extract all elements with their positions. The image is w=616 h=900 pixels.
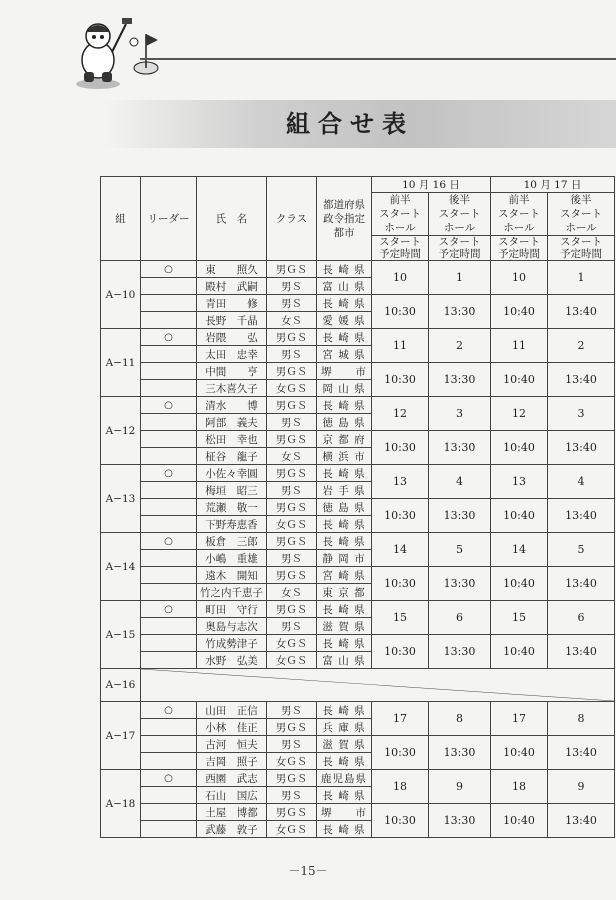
player-name-cell — [197, 278, 267, 295]
start-time: 10:30 — [372, 804, 429, 838]
start-hole: 10 — [491, 261, 548, 295]
label-start: スタート — [438, 208, 481, 220]
header-prefecture-line1: 都道府県 — [323, 198, 365, 211]
player-class: 女Ｓ — [267, 312, 317, 329]
player-name-cell — [197, 567, 267, 584]
player-prefecture: 長 崎 県 — [317, 787, 372, 804]
table-row — [101, 295, 615, 312]
label-second-half: 後半 — [449, 194, 470, 206]
player-name-cell — [197, 346, 267, 363]
player-class: 女ＧＳ — [267, 635, 317, 652]
player-name: 竹之内千恵子 — [200, 586, 263, 599]
player-prefecture: 鹿児島県 — [317, 770, 372, 787]
player-name: 長野 千晶 — [205, 314, 258, 327]
start-hole: 10 — [372, 261, 429, 295]
start-hole: 9 — [548, 770, 615, 804]
player-name: 板倉 三郎 — [205, 535, 258, 548]
player-name: 遠木 開知 — [205, 569, 258, 582]
pairings-body — [101, 261, 615, 838]
header-day2: 10 月 17 日 — [491, 177, 615, 193]
start-time: 13:40 — [548, 736, 615, 770]
group-id: A−18 — [101, 770, 141, 838]
player-name: 土屋 博都 — [205, 806, 258, 819]
player-name: 水野 弘美 — [205, 654, 258, 667]
player-class: 女ＧＳ — [267, 652, 317, 669]
leader-mark: ○ — [141, 397, 197, 414]
table-row — [101, 533, 615, 550]
start-time: 13:40 — [548, 499, 615, 533]
player-name: 三木喜久子 — [205, 382, 258, 395]
start-time: 13:40 — [548, 635, 615, 669]
leader-mark — [141, 278, 197, 295]
start-hole: 8 — [429, 702, 491, 736]
label-start: スタート — [379, 208, 421, 220]
start-hole: 6 — [429, 601, 491, 635]
player-class: 男ＧＳ — [267, 499, 317, 516]
player-name: 小嶋 重雄 — [205, 552, 258, 565]
player-prefecture: 兵 庫 県 — [317, 719, 372, 736]
player-name-cell — [197, 465, 267, 482]
player-prefecture: 富 山 県 — [317, 278, 372, 295]
player-class: 男Ｓ — [267, 618, 317, 635]
player-name-cell — [197, 753, 267, 770]
group-id: A−12 — [101, 397, 141, 465]
player-class: 男ＧＳ — [267, 533, 317, 550]
player-prefecture: 長 崎 県 — [317, 261, 372, 278]
start-hole: 12 — [491, 397, 548, 431]
table-row — [101, 329, 615, 346]
start-time: 10:40 — [491, 499, 548, 533]
group-id: A−16 — [101, 669, 141, 702]
leader-mark — [141, 295, 197, 312]
start-hole: 3 — [548, 397, 615, 431]
player-name-cell — [197, 516, 267, 533]
leader-mark — [141, 652, 197, 669]
player-prefecture: 富 山 県 — [317, 652, 372, 669]
player-name-cell — [197, 261, 267, 278]
player-name-cell — [197, 770, 267, 787]
start-time: 13:40 — [548, 804, 615, 838]
player-name: 小林 佳正 — [205, 721, 258, 734]
header-prefecture — [317, 177, 372, 261]
header-day1-second-time — [429, 236, 491, 261]
player-class: 男ＧＳ — [267, 261, 317, 278]
table-row — [101, 567, 615, 584]
leader-mark: ○ — [141, 702, 197, 719]
start-time: 13:30 — [429, 635, 491, 669]
player-class: 男ＧＳ — [267, 363, 317, 380]
player-class: 男Ｓ — [267, 482, 317, 499]
player-prefecture: 東 京 都 — [317, 584, 372, 601]
player-name: 梅垣 昭三 — [205, 484, 258, 497]
player-class: 男Ｓ — [267, 414, 317, 431]
header-day1-first-time — [372, 236, 429, 261]
group-id: A−15 — [101, 601, 141, 669]
player-prefecture: 宮 城 県 — [317, 346, 372, 363]
table-row — [101, 363, 615, 380]
start-time: 13:30 — [429, 431, 491, 465]
player-name: 山田 正信 — [205, 704, 258, 717]
player-prefecture: 長 崎 県 — [317, 702, 372, 719]
player-prefecture: 横 浜 市 — [317, 448, 372, 465]
leader-mark: ○ — [141, 533, 197, 550]
start-time: 10:40 — [491, 295, 548, 329]
header-day2-first-time — [491, 236, 548, 261]
leader-mark — [141, 550, 197, 567]
group-id: A−11 — [101, 329, 141, 397]
start-time: 10:30 — [372, 635, 429, 669]
leader-mark — [141, 516, 197, 533]
leader-mark — [141, 499, 197, 516]
player-name: 竹成勢津子 — [205, 637, 258, 650]
player-class: 男ＧＳ — [267, 719, 317, 736]
start-time: 10:30 — [372, 431, 429, 465]
player-prefecture: 滋 賀 県 — [317, 618, 372, 635]
label-hole: ホール — [565, 222, 597, 234]
diagonal-line-icon — [141, 669, 614, 701]
leader-mark — [141, 482, 197, 499]
player-name: 松田 幸也 — [205, 433, 258, 446]
label-first-half: 前半 — [508, 194, 530, 206]
label-first-half: 前半 — [389, 194, 411, 206]
player-prefecture: 長 崎 県 — [317, 533, 372, 550]
start-hole: 13 — [372, 465, 429, 499]
header-name: 氏 名 — [197, 177, 267, 261]
header-prefecture-line2: 政令指定 — [323, 212, 365, 225]
header-leader: リーダー — [141, 177, 197, 261]
start-time: 10:40 — [491, 431, 548, 465]
table-row — [101, 397, 615, 414]
player-prefecture: 徳 島 県 — [317, 414, 372, 431]
leader-mark: ○ — [141, 465, 197, 482]
player-prefecture: 堺 市 — [317, 363, 372, 380]
start-hole: 17 — [491, 702, 548, 736]
player-prefecture: 長 崎 県 — [317, 329, 372, 346]
player-class: 女ＧＳ — [267, 380, 317, 397]
leader-mark: ○ — [141, 261, 197, 278]
player-name-cell — [197, 787, 267, 804]
player-name: 石山 国広 — [205, 789, 258, 802]
player-class: 男Ｓ — [267, 702, 317, 719]
start-time: 13:40 — [548, 295, 615, 329]
leader-mark — [141, 414, 197, 431]
start-time: 13:30 — [429, 804, 491, 838]
start-time: 10:40 — [491, 635, 548, 669]
player-prefecture: 宮 崎 県 — [317, 567, 372, 584]
start-time: 10:30 — [372, 567, 429, 601]
start-hole: 5 — [548, 533, 615, 567]
player-name-cell — [197, 397, 267, 414]
leader-mark: ○ — [141, 601, 197, 618]
leader-mark — [141, 431, 197, 448]
page-number: －15－ — [288, 864, 328, 878]
player-name-cell — [197, 821, 267, 838]
leader-mark — [141, 312, 197, 329]
player-prefecture: 岡 山 県 — [317, 380, 372, 397]
leader-mark — [141, 719, 197, 736]
player-name: 荒瀬 敬一 — [205, 501, 258, 514]
player-name-cell — [197, 584, 267, 601]
start-hole: 12 — [372, 397, 429, 431]
label-scheduled-time: 予定時間 — [560, 248, 602, 260]
table-row — [101, 635, 615, 652]
start-hole: 3 — [429, 397, 491, 431]
player-class: 男Ｓ — [267, 736, 317, 753]
start-time: 10:30 — [372, 736, 429, 770]
start-time: 10:30 — [372, 499, 429, 533]
leader-mark — [141, 363, 197, 380]
start-hole: 1 — [429, 261, 491, 295]
label-start: スタート — [438, 236, 481, 248]
start-hole: 17 — [372, 702, 429, 736]
leader-mark — [141, 380, 197, 397]
player-prefecture: 滋 賀 県 — [317, 736, 372, 753]
header-day1-first-half — [372, 193, 429, 236]
header-day2-second-half — [548, 193, 615, 236]
player-class: 男Ｓ — [267, 550, 317, 567]
start-time: 13:40 — [548, 567, 615, 601]
label-hole: ホール — [503, 222, 535, 234]
player-name-cell — [197, 702, 267, 719]
player-name: 町田 守行 — [205, 603, 258, 616]
player-name-cell — [197, 431, 267, 448]
player-class: 男ＧＳ — [267, 770, 317, 787]
player-name-cell — [197, 550, 267, 567]
header-prefecture-line3: 都市 — [333, 226, 355, 239]
label-hole: ホール — [384, 222, 416, 234]
table-row — [101, 804, 615, 821]
player-prefecture: 静 岡 市 — [317, 550, 372, 567]
leader-mark — [141, 635, 197, 652]
label-hole: ホール — [443, 222, 476, 234]
player-prefecture: 徳 島 県 — [317, 499, 372, 516]
player-prefecture: 長 崎 県 — [317, 516, 372, 533]
player-name-cell — [197, 804, 267, 821]
start-hole: 4 — [429, 465, 491, 499]
player-name-cell — [197, 719, 267, 736]
label-scheduled-time: 予定時間 — [379, 248, 421, 260]
start-hole: 14 — [491, 533, 548, 567]
start-time: 13:40 — [548, 431, 615, 465]
player-prefecture: 長 崎 県 — [317, 821, 372, 838]
start-hole: 11 — [372, 329, 429, 363]
player-name: 中間 亨 — [205, 365, 258, 378]
start-time: 10:30 — [372, 363, 429, 397]
start-hole: 6 — [548, 601, 615, 635]
player-prefecture: 長 崎 県 — [317, 635, 372, 652]
player-class: 男ＧＳ — [267, 465, 317, 482]
label-start: スタート — [379, 236, 421, 248]
leader-mark — [141, 567, 197, 584]
table-row — [101, 601, 615, 618]
player-name: 吉岡 照子 — [205, 755, 258, 768]
start-hole: 11 — [491, 329, 548, 363]
leader-mark — [141, 584, 197, 601]
player-class: 女ＧＳ — [267, 516, 317, 533]
player-class: 男ＧＳ — [267, 431, 317, 448]
empty-group-strike — [141, 669, 615, 702]
start-hole: 18 — [372, 770, 429, 804]
start-hole: 2 — [548, 329, 615, 363]
player-prefecture: 長 崎 県 — [317, 601, 372, 618]
player-name: 下野寿恵香 — [205, 518, 258, 531]
player-name: 青田 修 — [205, 297, 258, 310]
player-name-cell — [197, 329, 267, 346]
player-name-cell — [197, 295, 267, 312]
player-class: 女Ｓ — [267, 584, 317, 601]
player-class: 男ＧＳ — [267, 601, 317, 618]
group-id: A−13 — [101, 465, 141, 533]
leader-mark — [141, 346, 197, 363]
player-name-cell — [197, 482, 267, 499]
player-name: 岩隈 弘 — [205, 331, 258, 344]
table-row-empty-group — [101, 669, 615, 702]
label-scheduled-time: 予定時間 — [498, 248, 540, 260]
group-id: A−14 — [101, 533, 141, 601]
player-name-cell — [197, 363, 267, 380]
player-class: 男Ｓ — [267, 346, 317, 363]
player-name: 奥島与志次 — [205, 620, 258, 633]
player-prefecture: 京 都 府 — [317, 431, 372, 448]
start-time: 13:30 — [429, 499, 491, 533]
golf-mascot-icon — [68, 12, 160, 92]
start-time: 13:30 — [429, 736, 491, 770]
header-class: クラス — [267, 177, 317, 261]
table-row — [101, 770, 615, 787]
player-name: 清水 博 — [205, 399, 258, 412]
group-id: A−17 — [101, 702, 141, 770]
start-hole: 2 — [429, 329, 491, 363]
table-row — [101, 702, 615, 719]
player-name-cell — [197, 635, 267, 652]
player-name-cell — [197, 618, 267, 635]
player-name-cell — [197, 312, 267, 329]
table-row — [101, 261, 615, 278]
player-name-cell — [197, 380, 267, 397]
leader-mark — [141, 736, 197, 753]
group-id: A−10 — [101, 261, 141, 329]
header-group: 組 — [101, 177, 141, 261]
player-class: 男ＧＳ — [267, 397, 317, 414]
player-name-cell — [197, 736, 267, 753]
label-start: スタート — [560, 236, 602, 248]
player-class: 女Ｓ — [267, 448, 317, 465]
player-class: 男Ｓ — [267, 787, 317, 804]
player-name-cell — [197, 533, 267, 550]
leader-mark — [141, 448, 197, 465]
page-title: 組合せ表 — [286, 110, 414, 138]
header-day1-second-half — [429, 193, 491, 236]
leader-mark — [141, 821, 197, 838]
leader-mark — [141, 804, 197, 821]
player-prefecture: 長 崎 県 — [317, 465, 372, 482]
start-time: 10:40 — [491, 736, 548, 770]
leader-mark: ○ — [141, 329, 197, 346]
player-name: 西園 武志 — [205, 772, 258, 785]
leader-mark — [141, 753, 197, 770]
start-time: 13:30 — [429, 567, 491, 601]
player-name: 東 照久 — [205, 263, 258, 276]
table-row — [101, 499, 615, 516]
start-time: 10:40 — [491, 567, 548, 601]
player-prefecture: 長 崎 県 — [317, 753, 372, 770]
start-hole: 4 — [548, 465, 615, 499]
leader-mark — [141, 787, 197, 804]
player-prefecture: 愛 媛 県 — [317, 312, 372, 329]
player-prefecture: 長 崎 県 — [317, 295, 372, 312]
header-day2-second-time — [548, 236, 615, 261]
start-hole: 15 — [372, 601, 429, 635]
pairings-table — [100, 176, 615, 838]
player-prefecture: 岩 手 県 — [317, 482, 372, 499]
player-class: 女ＧＳ — [267, 821, 317, 838]
header-day2-first-half — [491, 193, 548, 236]
header-day1: 10 月 16 日 — [372, 177, 491, 193]
label-start: スタート — [498, 208, 540, 220]
start-hole: 5 — [429, 533, 491, 567]
start-time: 10:40 — [491, 804, 548, 838]
leader-mark — [141, 618, 197, 635]
player-name: 殿村 武嗣 — [205, 280, 258, 293]
header-rule — [140, 58, 616, 60]
player-name: 太田 忠幸 — [205, 348, 258, 361]
player-name-cell — [197, 414, 267, 431]
player-class: 男ＧＳ — [267, 329, 317, 346]
player-prefecture: 長 崎 県 — [317, 397, 372, 414]
label-start: スタート — [560, 208, 602, 220]
player-name: 小佐々幸圓 — [205, 467, 258, 480]
table-row — [101, 431, 615, 448]
start-time: 13:40 — [548, 363, 615, 397]
player-class: 男ＧＳ — [267, 567, 317, 584]
player-name: 古河 恒夫 — [205, 738, 258, 751]
label-start: スタート — [498, 236, 540, 248]
player-class: 女ＧＳ — [267, 753, 317, 770]
start-time: 13:30 — [429, 363, 491, 397]
table-row — [101, 465, 615, 482]
start-hole: 9 — [429, 770, 491, 804]
player-name: 柾谷 龍子 — [205, 450, 258, 463]
player-class: 男Ｓ — [267, 278, 317, 295]
start-time: 13:30 — [429, 295, 491, 329]
leader-mark: ○ — [141, 770, 197, 787]
start-hole: 18 — [491, 770, 548, 804]
player-name-cell — [197, 448, 267, 465]
start-time: 10:40 — [491, 363, 548, 397]
player-prefecture: 堺 市 — [317, 804, 372, 821]
start-hole: 1 — [548, 261, 615, 295]
player-name-cell — [197, 652, 267, 669]
player-name-cell — [197, 499, 267, 516]
label-scheduled-time: 予定時間 — [438, 248, 481, 260]
label-second-half: 後半 — [570, 194, 592, 206]
player-class: 男ＧＳ — [267, 804, 317, 821]
start-hole: 8 — [548, 702, 615, 736]
player-name: 阿部 義夫 — [205, 416, 258, 429]
table-row — [101, 736, 615, 753]
start-hole: 13 — [491, 465, 548, 499]
player-name: 武藤 敦子 — [205, 823, 258, 836]
player-class: 男Ｓ — [267, 295, 317, 312]
start-hole: 14 — [372, 533, 429, 567]
start-time: 10:30 — [372, 295, 429, 329]
start-hole: 15 — [491, 601, 548, 635]
player-name-cell — [197, 601, 267, 618]
